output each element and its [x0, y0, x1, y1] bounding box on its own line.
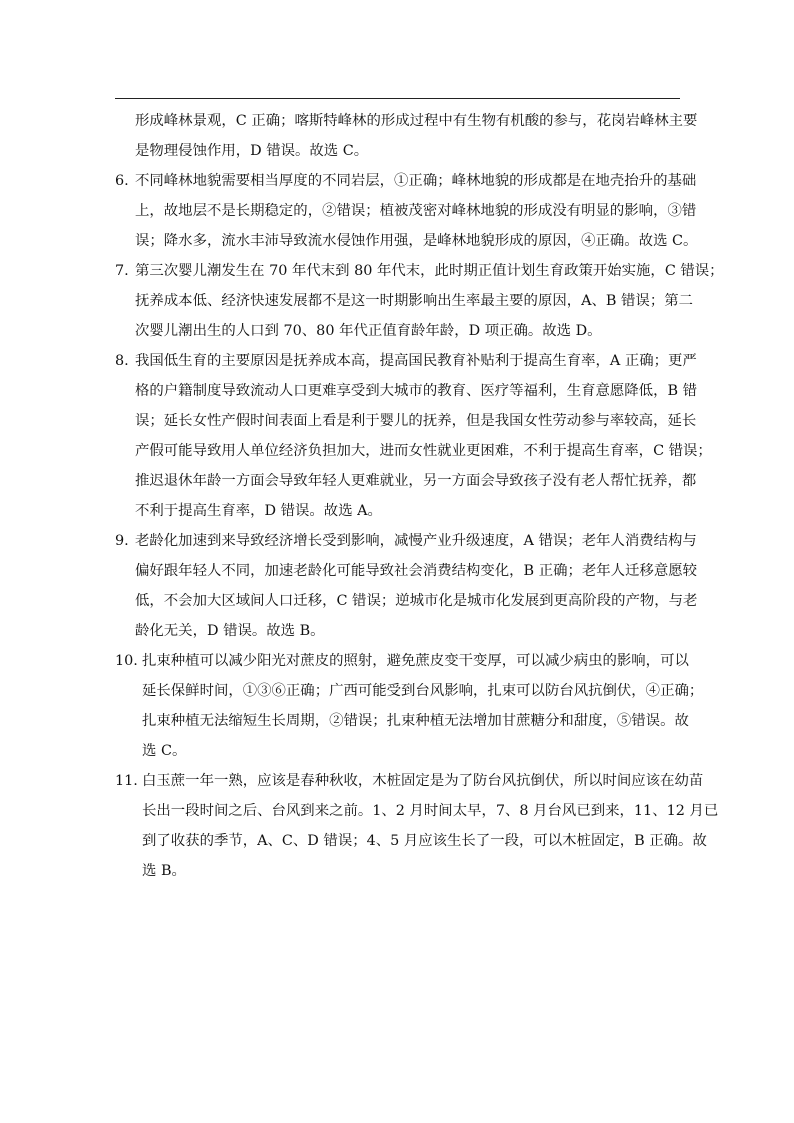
text-line: 第三次婴儿潮发生在 70 年代末到 80 年代末，此时期正值计划生育政策开始实施，C 错误； — [135, 263, 724, 279]
text-line: 形成峰林景观，C 正确；喀斯特峰林的形成过程中有生物有机酸的参与，花岗岩峰林主要 — [135, 113, 698, 129]
text-line: 长出一段时间之后、台风到来之前。1、2 月时间太早，7、8 月台风已到来，11、12 月已 — [142, 803, 719, 819]
answer-item-6 — [115, 166, 698, 256]
text-line: 推迟退休年龄一方面会导致年轻人更难就业，另一方面会导致孩子没有老人帮忙抚养，都 — [135, 473, 697, 489]
text-line: 扎束种植可以减少阳光对蔗皮的照射，避免蔗皮变干变厚，可以减少病虫的影响，可以 — [142, 653, 689, 669]
answer-item-11 — [115, 766, 719, 886]
item-number: 7. — [115, 263, 129, 279]
text-line: 格的户籍制度导致流动人口更难享受到大城市的教育、医疗等福利，生育意愿降低，B 错 — [135, 383, 697, 399]
text-line: 误；延长女性产假时间表面上看是利于婴儿的抚养，但是我国女性劳动参与率较高，延长 — [135, 413, 697, 429]
text-line: 偏好跟年轻人不同，加速老龄化可能导致社会消费结构变化，B 正确；老年人迁移意愿较 — [135, 563, 697, 579]
text-line: 白玉蔗一年一熟，应该是春种秋收，木桩固定是为了防台风抗倒伏，所以时间应该在幼苗 — [142, 773, 704, 789]
text-line: 选 C。 — [142, 743, 187, 759]
text-line: 上，故地层不是长期稳定的，②错误；植被茂密对峰林地貌的形成没有明显的影响，③错 — [135, 203, 697, 219]
text-line: 龄化无关，D 错误。故选 B。 — [135, 623, 325, 639]
text-line: 扎束种植无法缩短生长周期，②错误；扎束种植无法增加甘蔗糖分和甜度，⑤错误。故 — [142, 713, 689, 729]
answer-explanations — [115, 106, 724, 886]
continuation-paragraph — [115, 106, 698, 166]
text-line: 不利于提高生育率，D 错误。故选 A。 — [135, 503, 382, 519]
text-line: 选 B。 — [142, 863, 186, 879]
answer-item-10 — [115, 646, 704, 766]
text-line: 次婴儿潮出生的人口到 70、80 年代正值育龄年龄，D 项正确。故选 D。 — [135, 323, 602, 339]
text-line: 老龄化加速到来导致经济增长受到影响，减慢产业升级速度，A 错误；老年人消费结构与 — [135, 533, 697, 549]
text-line: 低，不会加大区域间人口迁移，C 错误；逆城市化是城市化发展到更高阶段的产物，与老 — [135, 593, 698, 609]
answer-item-8 — [115, 346, 712, 526]
text-line: 不同峰林地貌需要相当厚度的不同岩层，①正确；峰林地貌的形成都是在地壳抬升的基础 — [135, 173, 697, 189]
text-line: 我国低生育的主要原因是抚养成本高，提高国民教育补贴利于提高生育率，A 正确；更严 — [135, 353, 697, 369]
item-number: 8. — [115, 353, 129, 369]
item-number: 6. — [115, 173, 129, 189]
text-line: 产假可能导致用人单位经济负担加大，进而女性就业更困难，不利于提高生育率，C 错误； — [135, 443, 712, 459]
item-number: 9. — [115, 533, 129, 549]
answer-item-9 — [115, 526, 698, 646]
answer-item-7 — [115, 256, 724, 346]
text-line: 是物理侵蚀作用，D 错误。故选 C。 — [135, 143, 369, 159]
text-line: 到了收获的季节，A、C、D 错误；4、5 月应该生长了一段，可以木桩固定，B 正确。故 — [142, 833, 707, 849]
text-line: 延长保鲜时间，①③⑥正确；广西可能受到台风影响，扎束可以防台风抗倒伏，④正确； — [142, 683, 704, 699]
item-number: 11. — [115, 773, 138, 789]
text-line: 误；降水多，流水丰沛导致流水侵蚀作用强，是峰林地貌形成的原因，④正确。故选 C。 — [135, 233, 698, 249]
header-rule — [115, 98, 680, 99]
item-number: 10. — [115, 653, 138, 669]
text-line: 抚养成本低、经济快速发展都不是这一时期影响出生率最主要的原因，A、B 错误；第二 — [135, 293, 693, 309]
